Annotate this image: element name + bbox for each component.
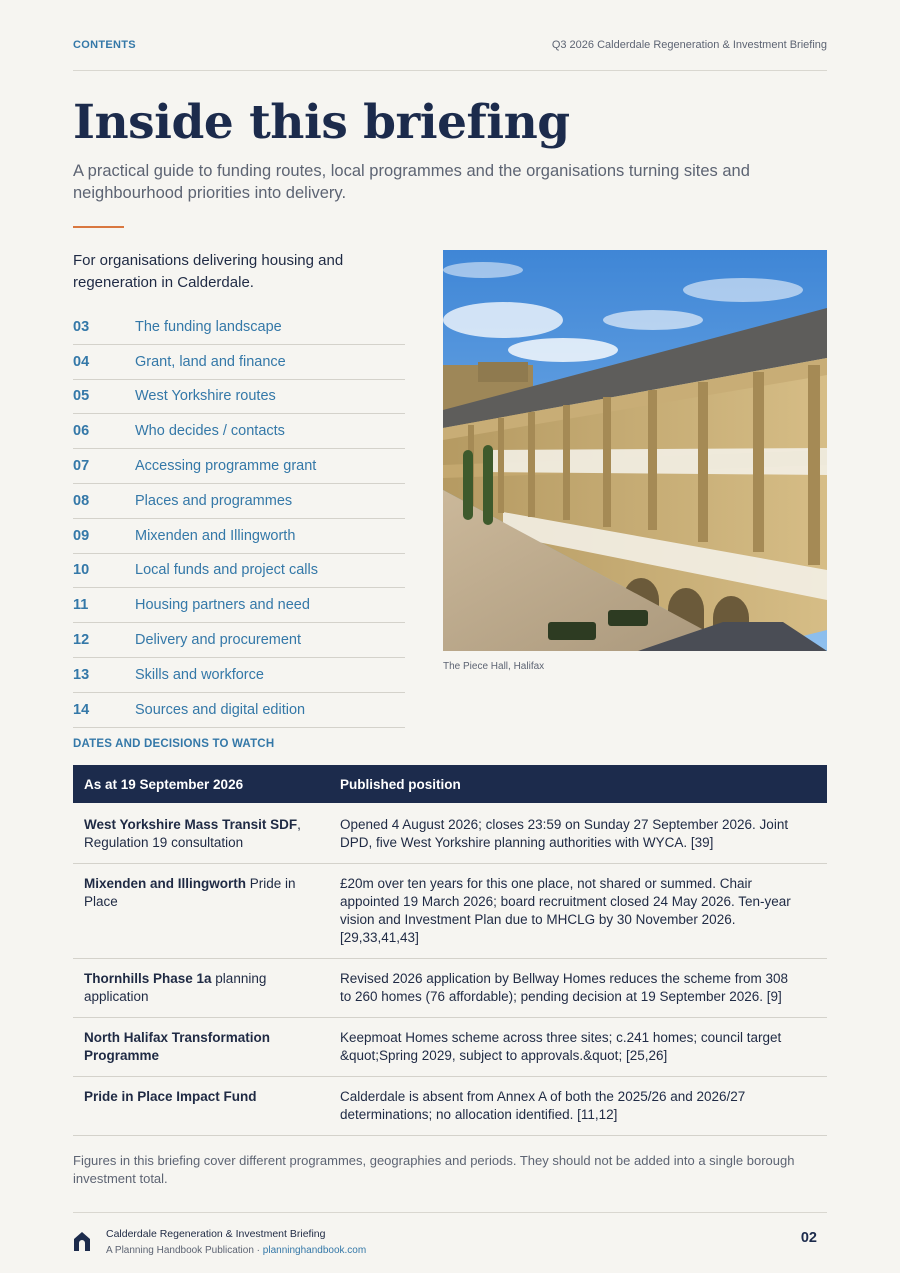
page: [73, 0, 827, 1273]
toc-title: Housing partners and need: [135, 597, 310, 614]
footer-title: Calderdale Regeneration & Investment Briefing: [106, 1228, 326, 1240]
toc-title: West Yorkshire routes: [135, 388, 276, 405]
toc-page-number: 05: [73, 388, 90, 405]
table-row: [73, 959, 827, 1018]
toc-item[interactable]: [73, 623, 405, 658]
toc-title: Accessing programme grant: [135, 458, 317, 475]
position-cell: Keepmoat Homes scheme across three sites; c.241 homes; council target &quot;Spring 2029, subject to approvals.&quot; [25,26]: [340, 1030, 782, 1063]
photo-caption: The Piece Hall, Halifax: [443, 661, 545, 672]
toc-title: Places and programmes: [135, 492, 293, 509]
toc-page-number: 10: [73, 562, 90, 579]
toc-page-number: 11: [73, 597, 89, 614]
toc-item[interactable]: [73, 554, 405, 589]
position-cell: Revised 2026 application by Bellway Homes reduces the scheme from 308 to 260 homes (76 affordable); pending decision at 19 September 2026. [9]: [340, 971, 788, 1004]
column-header: Published position: [340, 776, 461, 792]
page-title: Inside this briefing: [73, 95, 570, 150]
toc-item[interactable]: [73, 693, 405, 728]
toc-title: Skills and workforce: [135, 666, 264, 683]
toc-page-number: 13: [73, 666, 90, 683]
toc-page-number: 08: [73, 492, 90, 509]
toc-item[interactable]: [73, 519, 405, 554]
table-row: [73, 803, 827, 864]
toc-page-number: 14: [73, 701, 90, 718]
item-cell: [73, 970, 330, 1006]
page-number: 02: [800, 1230, 817, 1246]
item-name: North Halifax Transformation Programme: [84, 1030, 271, 1063]
house-arch-icon: [73, 1230, 91, 1252]
piece-hall-photo: [443, 250, 827, 651]
dates-table: [73, 765, 827, 1136]
item-detail: , Regulation 19 consultation: [84, 817, 301, 850]
item-detail: Pride in Place: [84, 876, 296, 909]
table-row: [73, 1018, 827, 1077]
toc-item[interactable]: [73, 449, 405, 484]
running-title: Q3 2026 Calderdale Regeneration & Investment Briefing: [551, 39, 827, 51]
item-name: Mixenden and Illingworth: [84, 876, 246, 891]
table-body: [73, 803, 827, 1136]
table-of-contents: [73, 310, 405, 728]
item-cell: [73, 816, 330, 852]
toc-page-number: 04: [73, 353, 90, 370]
toc-title: Who decides / contacts: [135, 423, 285, 440]
header-divider: [73, 70, 827, 71]
lede: A practical guide to funding routes, local programmes and the organisations turning sites and neighbourhood priorities into delivery.: [73, 162, 750, 202]
item-name: Pride in Place Impact Fund: [84, 1089, 257, 1104]
position-cell: Calderdale is absent from Annex A of both the 2025/26 and 2026/27 determinations; no allocation identified. [11,12]: [340, 1089, 746, 1122]
item-cell: [73, 1088, 330, 1124]
toc-page-number: 09: [73, 527, 90, 544]
accent-rule: [73, 226, 124, 228]
section-kicker: CONTENTS: [73, 39, 136, 51]
toc-page-number: 12: [73, 632, 90, 649]
toc-title: Mixenden and Illingworth: [135, 527, 296, 544]
publisher-link[interactable]: planninghandbook.com: [262, 1245, 367, 1256]
item-cell: [73, 1029, 330, 1065]
position-cell: £20m over ten years for this one place, not shared or summed. Chair appointed 19 March 2026; board recruitment closed 24 May 2026. Ten-year vision and Investment Plan due to MHCLG by 30 November 2026. [29,33,41,43]: [340, 876, 791, 945]
publisher-text: A Planning Handbook Publication ·: [106, 1245, 263, 1256]
column-header: As at 19 September 2026: [84, 776, 244, 792]
toc-item[interactable]: [73, 310, 405, 345]
item-detail: planning application: [84, 971, 267, 1004]
item-cell: [73, 875, 330, 947]
toc-page-number: 03: [73, 318, 90, 335]
page-header: [73, 39, 827, 53]
toc-item[interactable]: [73, 345, 405, 380]
toc-item[interactable]: [73, 588, 405, 623]
piece-hall-illustration: [443, 250, 827, 651]
toc-item[interactable]: [73, 414, 405, 449]
toc-item[interactable]: [73, 658, 405, 693]
table-row: [73, 864, 827, 959]
toc-title: Local funds and project calls: [135, 562, 318, 579]
table-row: [73, 1077, 827, 1136]
toc-title: Sources and digital edition: [135, 701, 306, 718]
item-name: Thornhills Phase 1a: [84, 971, 212, 986]
toc-item[interactable]: [73, 484, 405, 519]
footer-publisher: [106, 1245, 366, 1256]
toc-title: The funding landscape: [135, 318, 282, 335]
toc-title: Delivery and procurement: [135, 632, 302, 649]
audience-text: For organisations delivering housing and regeneration in Calderdale.: [73, 252, 344, 291]
table-header-row: [73, 765, 827, 803]
footer-divider: [73, 1212, 827, 1213]
figures-note: Figures in this briefing cover different programmes, geographies and periods. They should not be added into a single borough investment total.: [73, 1153, 795, 1186]
toc-item[interactable]: [73, 380, 405, 415]
dates-heading: DATES AND DECISIONS TO WATCH: [73, 738, 275, 750]
position-cell: Opened 4 August 2026; closes 23:59 on Sunday 27 September 2026. Joint DPD, five West Yorkshire planning authorities with WYCA. [39]: [340, 817, 789, 850]
item-name: West Yorkshire Mass Transit SDF: [84, 817, 298, 832]
toc-page-number: 06: [73, 423, 90, 440]
toc-page-number: 07: [73, 458, 90, 475]
toc-title: Grant, land and finance: [135, 353, 286, 370]
